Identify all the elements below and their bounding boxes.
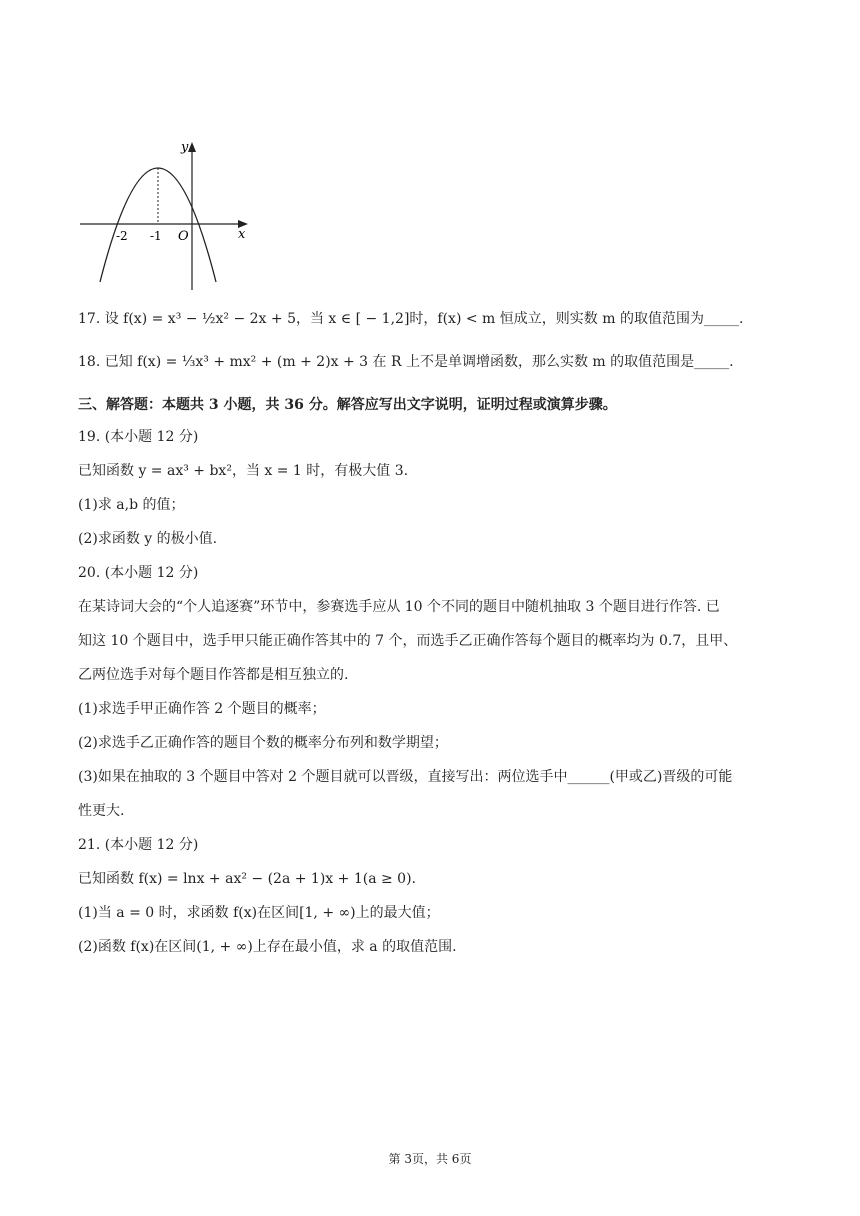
- question-20-stem-line1: 在某诗词大会的“个人追逐赛”环节中，参赛选手应从 10 个不同的题目中随机抽取 3 个题目进行作答. 已: [78, 599, 720, 615]
- question-20-part3-line1: (3)如果在抽取的 3 个题目中答对 2 个题目就可以晋级，直接写出：两位选手中______(甲或乙)晋级的可能: [78, 769, 733, 785]
- origin-label: O: [178, 229, 189, 244]
- section-3-heading: 三、解答题：本题共 3 小题，共 36 分。解答应写出文字说明，证明过程或演算步骤。: [78, 397, 617, 413]
- tick-label-neg1: -1: [150, 229, 162, 243]
- question-20-part2: (2)求选手乙正确作答的题目个数的概率分布列和数学期望；: [78, 735, 448, 751]
- question-20-part3-line2: 性更大.: [78, 803, 125, 819]
- question-19-stem: 已知函数 y = ax³ + bx²，当 x = 1 时，有极大值 3.: [78, 463, 409, 479]
- x-axis-label: x: [238, 227, 246, 242]
- question-21-stem: 已知函数 f(x) = lnx + ax² − (2a + 1)x + 1(a ≥ 0).: [78, 871, 416, 887]
- question-17: 17. 设 f(x) = x³ − ½x² − 2x + 5，当 x ∈ [ − 1,2]时，f(x) < m 恒成立，则实数 m 的取值范围为_____.: [78, 311, 744, 327]
- question-19-part2: (2)求函数 y 的极小值.: [78, 531, 218, 547]
- question-20-heading: 20. (本小题 12 分): [78, 565, 199, 581]
- y-axis-arrow: [188, 142, 196, 152]
- question-18: 18. 已知 f(x) = ⅓x³ + mx² + (m + 2)x + 3 在 R 上不是单调增函数，那么实数 m 的取值范围是_____.: [78, 354, 734, 370]
- question-21-heading: 21. (本小题 12 分): [78, 837, 199, 853]
- question-20-part1: (1)求选手甲正确作答 2 个题目的概率；: [78, 701, 326, 717]
- page-footer: 第 3页，共 6页: [388, 1152, 472, 1166]
- question-19-heading: 19. (本小题 12 分): [78, 429, 199, 445]
- question-19-part1: (1)求 a,b 的值；: [78, 497, 185, 513]
- parabola-graph: [74, 136, 254, 296]
- question-20-stem-line2: 知这 10 个题目中，选手甲只能正确作答其中的 7 个，而选手乙正确作答每个题目的概率均为 0.7，且甲、: [78, 633, 738, 649]
- question-20-stem-line3: 乙两位选手对每个题目作答都是相互独立的.: [78, 667, 349, 683]
- tick-label-neg2: -2: [116, 229, 128, 243]
- y-axis-label: y: [181, 140, 189, 155]
- question-21-part2: (2)函数 f(x)在区间(1, + ∞)上存在最小值，求 a 的取值范围.: [78, 939, 457, 955]
- question-21-part1: (1)当 a = 0 时，求函数 f(x)在区间[1, + ∞)上的最大值；: [78, 905, 440, 921]
